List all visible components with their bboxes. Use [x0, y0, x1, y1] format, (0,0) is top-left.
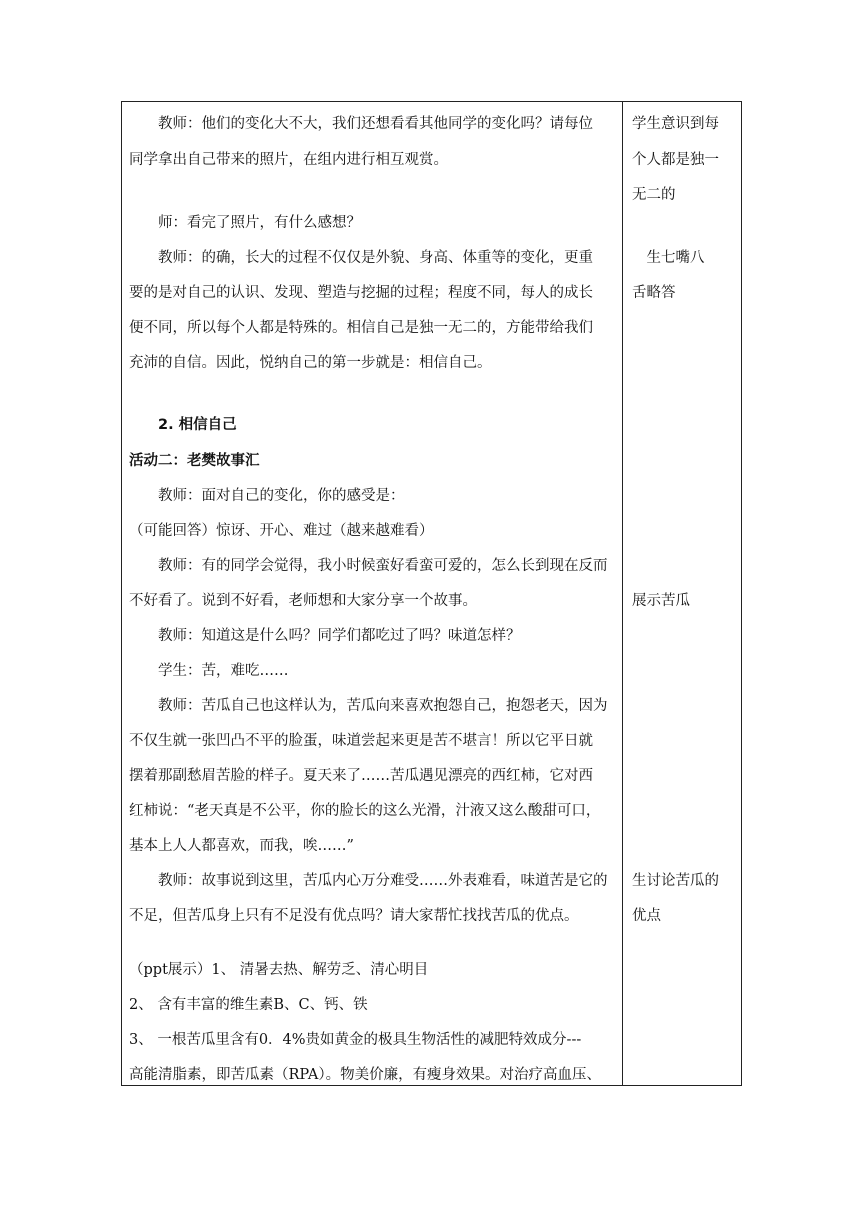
text-line: 要的是对自己的认识、发现、塑造与挖掘的过程；程度不同，每人的成长: [129, 285, 593, 301]
text-line: 高能清脂素，即苦瓜素（RPA）。物美价廉，有瘦身效果。对治疗高血压、: [129, 1067, 602, 1083]
text-line: 不好看了。说到不好看，老师想和大家分享一个故事。: [129, 593, 477, 609]
text-line: 不足，但苦瓜身上只有不足没有优点吗？请大家帮忙找找苦瓜的优点。: [129, 908, 579, 924]
text-line: 学生：苦，难吃……: [129, 663, 289, 679]
text-line: 教师：面对自己的变化，你的感受是：: [129, 488, 405, 504]
text-line: 教师：的确，长大的过程不仅仅是外貌、身高、体重等的变化，更重: [129, 250, 593, 266]
side-note-line: 学生意识到每: [632, 116, 719, 132]
text-line: 充沛的自信。因此，悦纳自己的第一步就是：相信自己。: [129, 355, 492, 371]
side-note-line: 展示苦瓜: [632, 593, 690, 609]
text-line: 不仅生就一张凹凸不平的脸蛋，味道尝起来更是苦不堪言！所以它平日就: [129, 733, 593, 749]
side-note-line: 舌略答: [632, 285, 676, 301]
text-line: 摆着那副愁眉苦脸的样子。夏天来了……苦瓜遇见漂亮的西红柿，它对西: [129, 768, 593, 784]
text-line: 教师：有的同学会觉得，我小时候蛮好看蛮可爱的，怎么长到现在反而: [129, 558, 608, 574]
activity-heading: 活动二：老樊故事汇: [129, 453, 260, 469]
text-line: 教师：故事说到这里，苦瓜内心万分难受……外表难看，味道苦是它的: [129, 873, 608, 889]
text-line: 红柿说：“老天真是不公平，你的脸长的这么光滑，汁液又这么酸甜可口，: [129, 803, 601, 819]
side-note-line: 生讨论苦瓜的: [632, 873, 719, 889]
text-line: （ppt展示）1、 清暑去热、解劳乏、清心明目: [129, 962, 429, 978]
side-note-line: 个人都是独一: [632, 152, 719, 168]
text-line: 教师：他们的变化大不大，我们还想看看其他同学的变化吗？请每位: [129, 116, 593, 132]
text-line: 教师：苦瓜自己也这样认为，苦瓜向来喜欢抱怨自己，抱怨老天，因为: [129, 698, 608, 714]
text-line: 3、 一根苦瓜里含有0．4%贵如黄金的极具生物活性的减肥特效成分---: [129, 1032, 582, 1048]
side-note-line: 生七嘴八: [632, 250, 705, 266]
text-line: 师：看完了照片，有什么感想？: [129, 215, 361, 231]
side-note-line: 优点: [632, 908, 661, 924]
lesson-plan-table: [121, 101, 742, 1086]
text-line: （可能回答）惊讶、开心、难过（越来越难看）: [129, 523, 434, 539]
column-divider: [622, 102, 623, 1085]
text-line: 便不同，所以每个人都是特殊的。相信自己是独一无二的，方能带给我们: [129, 320, 593, 336]
text-line: 教师：知道这是什么吗？同学们都吃过了吗？味道怎样？: [129, 628, 521, 644]
text-line: 同学拿出自己带来的照片，在组内进行相互观赏。: [129, 152, 448, 168]
text-line: 2、 含有丰富的维生素B、C、钙、铁: [129, 997, 368, 1013]
section-heading: 2. 相信自己: [129, 417, 237, 433]
side-note-line: 无二的: [632, 187, 676, 203]
text-line: 基本上人人都喜欢，而我，唉……”: [129, 838, 354, 854]
